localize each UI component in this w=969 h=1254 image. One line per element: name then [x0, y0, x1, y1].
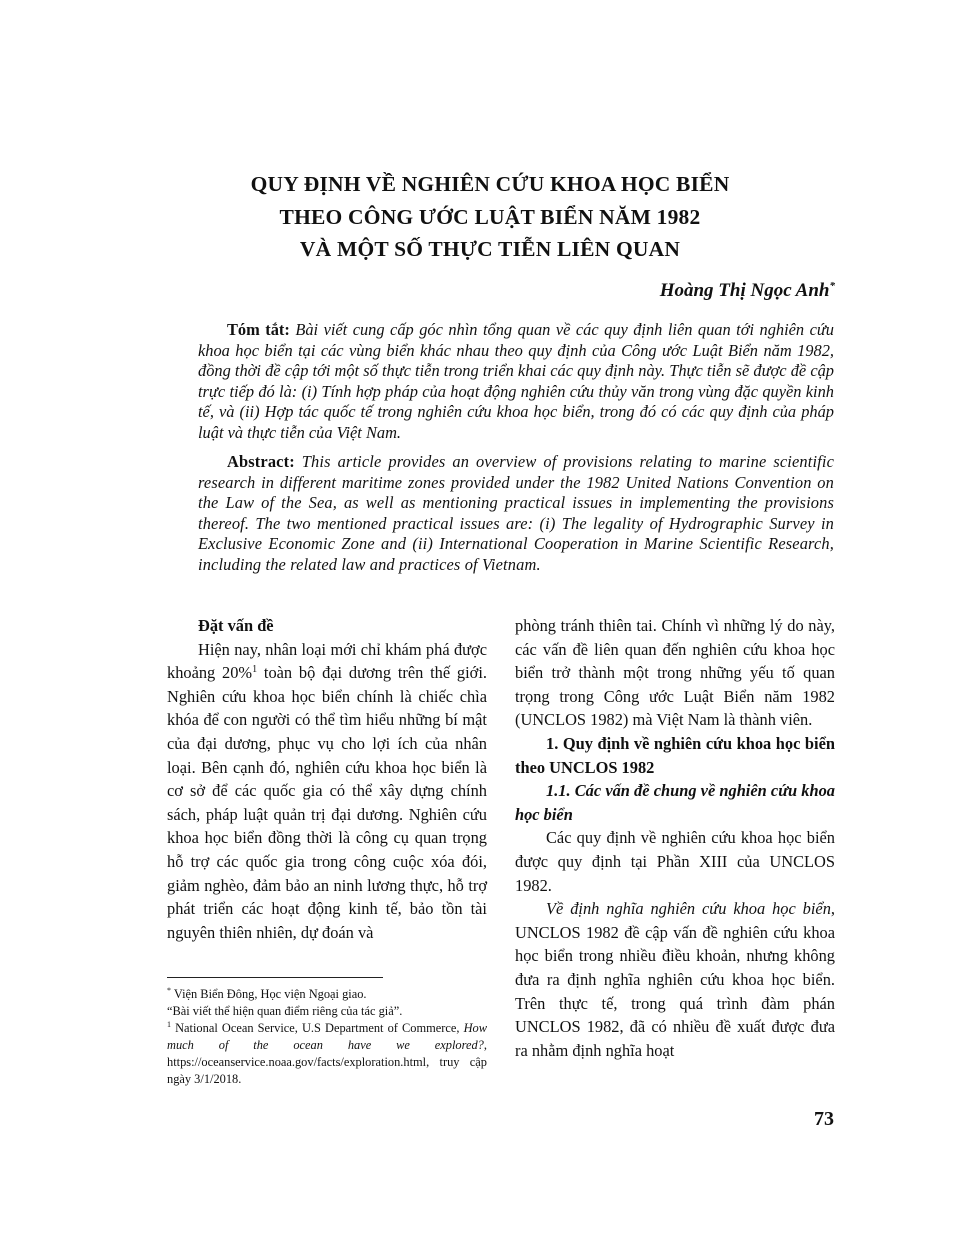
right-column: [515, 614, 835, 1062]
footnote-1-text-b: , https://oceanservice.noaa.gov/facts/exploration.html, truy cập ngày 3/1/2018.: [167, 1038, 487, 1086]
section-heading-1: 1. Quy định về nghiên cứu khoa học biển theo UNCLOS 1982: [515, 733, 835, 777]
author-name: [660, 280, 835, 302]
abstract-en-label: Abstract:: [227, 452, 295, 471]
left-column: [167, 614, 487, 944]
footnote-disclaimer: “Bài viết thể hiện quan điểm riêng của tác giả”.: [167, 1004, 403, 1018]
title-line-3: VÀ MỘT SỐ THỰC TIỄN LIÊN QUAN: [299, 237, 681, 261]
continued-paragraph: phòng tránh thiên tai. Chính vì những lý do này, các vấn đề liên quan đến nghiên cứu khoa học biển trở thành một trong những yếu tố quan trọng trong Công ước Luật Biển năm 1982 (UNCLOS 1982) mà Việt Nam là thành viên.: [515, 616, 835, 730]
title-line-2: THEO CÔNG ƯỚC LUẬT BIỂN NĂM 1982: [279, 204, 701, 229]
footnote-divider: [167, 977, 383, 978]
footnote-1: [167, 1020, 487, 1088]
footnote-affiliation: [167, 986, 487, 1003]
paragraph-definition: [515, 897, 835, 1062]
abstract-english: [198, 452, 834, 576]
footnote-1-mark: 1: [167, 1020, 171, 1029]
definition-lead: Về định nghĩa nghiên cứu khoa học biển: [546, 899, 831, 919]
footnote-1-text-a: National Ocean Service, U.S Department of Commerce,: [171, 1021, 464, 1035]
page-number: 73: [814, 1108, 834, 1130]
footnotes: [167, 986, 487, 1088]
definition-text: , UNCLOS 1982 đề cập vấn đề nghiên cứu khoa học biển trong nhiều điều khoản, nhưng không đưa ra định nghĩa nghiên cứu khoa học biển. Trên thực tế, trong quá trình đàm phán UNCLOS 1982, đã có nhiều đề xuất được đưa ra nhằm định nghĩa hoạt: [515, 899, 835, 1060]
footnote-1-title: How much of the ocean have we explored?: [167, 1021, 487, 1052]
article-title: [160, 168, 820, 266]
footnote-ref-1: 1: [252, 664, 258, 676]
paragraph-part-xiii: Các quy định về nghiên cứu khoa học biển được quy định tại Phần XIII của UNCLOS 1982.: [515, 828, 835, 895]
footnote-star-mark: *: [167, 986, 171, 995]
author-name-text: Hoàng Thị Ngọc Anh: [659, 280, 830, 301]
intro-text-b: toàn bộ đại dương trên thế giới. Nghiên cứu khoa học biển chính là chiếc chìa khóa để con người có thể tìm hiểu những bí mật của đại dương, phục vụ cho lợi ích của nhân loại. Bên cạnh đó, nghiên cứu khoa học biển là cơ sở để các quốc gia có thể xây dựng chính sách, pháp luật quản trị đại dương. Nghiên cứu khoa học biển đồng thời là công cụ quan trọng hỗ trợ các quốc gia trong công cuộc xóa đói, giảm nghèo, đảm bảo an ninh lương thực, hỗ trợ phát triển các hoạt động kinh tế, bảo tồn tài nguyên thiên nhiên, dự đoán và: [167, 663, 487, 942]
abstract-vi-label: Tóm tắt:: [227, 320, 290, 339]
intro-text-a: Hiện nay, nhân loại mới chỉ khám phá được khoảng 20%: [167, 639, 487, 683]
section-heading-1-1: 1.1. Các vấn đề chung về nghiên cứu khoa học biển: [515, 781, 835, 824]
title-line-1: QUY ĐỊNH VỀ NGHIÊN CỨU KHOA HỌC BIỂN: [250, 172, 730, 196]
author-footnote-mark: *: [829, 280, 835, 292]
section-heading-intro: Đặt vấn đề: [198, 616, 274, 635]
footnote-affiliation-text: Viện Biển Đông, Học viện Ngoại giao.: [171, 987, 367, 1001]
intro-paragraph: [167, 638, 487, 945]
abstract-vietnamese: [198, 320, 834, 444]
abstract-en-text: This article provides an overview of provisions relating to marine scientific research in different maritime zones provided under the 1982 United Nations Convention on the Law of the Sea, as well as mentioning practical issues in implementing the provisions thereof. The two mentioned practical issues are: (i) The legality of Hydrographic Survey in Exclusive Economic Zone and (ii) International Cooperation in Marine Scientific Research, including the related law and practices of Vietnam.: [198, 452, 834, 574]
abstract-vi-text: Bài viết cung cấp góc nhìn tổng quan về các quy định liên quan tới nghiên cứu khoa học biển tại các vùng biển khác nhau theo quy định của Công ước Luật Biển năm 1982, đồng thời đề cập tới một số thực tiễn trong triển khai các quy định này. Thực tiễn sẽ được đề cập trực tiếp đó là: (i) Tính hợp pháp của hoạt động nghiên cứu thủy văn trong vùng đặc quyền kinh tế, và (ii) Hợp tác quốc tế trong nghiên cứu khoa học biển, trong đó có các quy định của pháp luật và thực tiễn của Việt Nam.: [198, 320, 834, 442]
